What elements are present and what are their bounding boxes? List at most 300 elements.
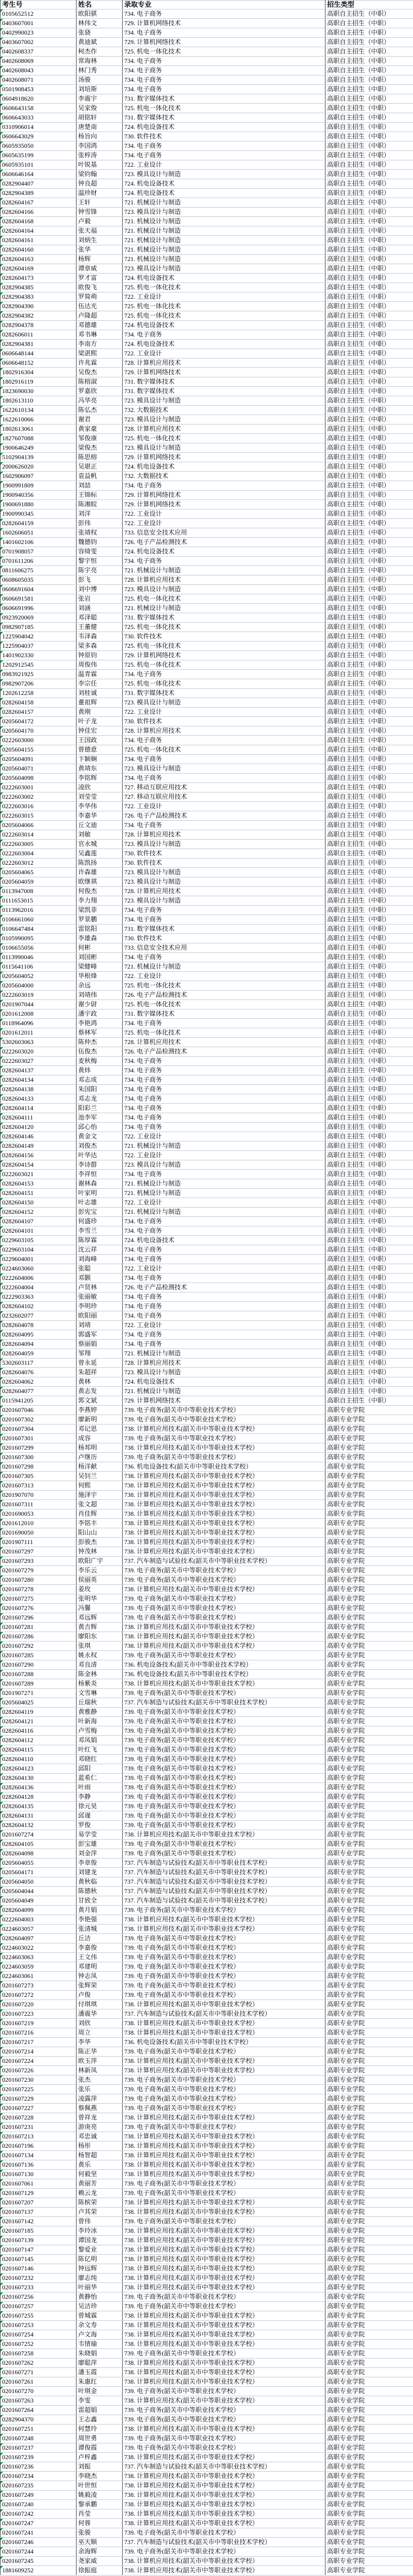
admission-type-cell[interactable]: 高职专业学院 (325, 2500, 413, 2509)
admission-type-cell[interactable]: 高职自主招生（中职） (325, 698, 413, 708)
admitted-major-cell[interactable]: 738. 计算机应用技术(韶关市中等职业技术学校） (123, 2151, 325, 2160)
admission-type-cell[interactable]: 高职自主招生（中职） (325, 1245, 413, 1255)
candidate-number-cell[interactable] (1, 302, 77, 311)
admission-type-cell[interactable]: 高职自主招生（中职） (325, 189, 413, 198)
student-name-cell[interactable]: 邓凤娟 (77, 1736, 123, 1745)
admitted-major-cell[interactable]: 736. 机电设备技术(韶关市中等职业技术学校） (123, 1462, 325, 1472)
candidate-number-cell[interactable] (1, 755, 77, 764)
admitted-major-cell[interactable]: 738. 计算机应用技术(韶关市中等职业技术学校） (123, 2255, 325, 2264)
admission-type-cell[interactable]: 高职自主招生（中职） (325, 726, 413, 736)
admission-type-cell[interactable]: 高职自主招生（中职） (325, 1189, 413, 1198)
candidate-number-cell[interactable] (1, 2085, 77, 2094)
admitted-major-cell[interactable]: 739. 电子商务(韶关市中等职业技术学校） (123, 2189, 325, 2198)
admission-type-cell[interactable]: 高职自主招生（中职） (325, 670, 413, 679)
admission-type-cell[interactable]: 高职专业学院 (325, 1802, 413, 1811)
candidate-number-cell[interactable] (1, 642, 77, 651)
admission-type-cell[interactable]: 高职专业学院 (325, 1840, 413, 1849)
student-name-cell[interactable]: 朱惠红 (77, 2377, 123, 2387)
admitted-major-cell[interactable]: 734. 电子商务 (123, 557, 325, 566)
candidate-number-cell[interactable] (1, 28, 77, 38)
admitted-major-cell[interactable]: 731. 数字媒体技术 (123, 925, 325, 934)
admitted-major-cell[interactable]: 739. 电子商务(韶关市中等职业技术学校） (123, 1802, 325, 1811)
candidate-number-cell[interactable] (1, 2236, 77, 2245)
student-name-cell[interactable]: 刘金萍 (77, 1849, 123, 1858)
admitted-major-cell[interactable]: 734. 电子商务 (123, 1311, 325, 1321)
admitted-major-cell[interactable]: 738. 计算机应用技术(韶关市中等职业技术学校） (123, 1830, 325, 1840)
student-name-cell[interactable]: 李华伟 (77, 802, 123, 811)
admitted-major-cell[interactable]: 725. 机电一体化技术 (123, 679, 325, 689)
admitted-major-cell[interactable]: 721. 机械设计与制造 (123, 1179, 325, 1189)
student-name-cell[interactable]: 邓记思 (77, 1425, 123, 1434)
student-name-cell[interactable]: 潘震华 (77, 2009, 123, 2019)
admitted-major-cell[interactable]: 737. 汽车制造与试验技术(韶关市中等职业技术学校） (123, 2009, 325, 2019)
admission-type-cell[interactable]: 高职专业学院 (325, 1623, 413, 1632)
admission-type-cell[interactable]: 高职自主招生（中职） (325, 340, 413, 349)
candidate-number-cell[interactable] (1, 896, 77, 906)
candidate-number-cell[interactable] (1, 1142, 77, 1151)
admitted-major-cell[interactable]: 731. 数字媒体技术 (123, 689, 325, 698)
admitted-major-cell[interactable]: 738. 计算机应用技术(韶关市中等职业技术学校） (123, 2264, 325, 2274)
student-name-cell[interactable]: 吴钊兰 (77, 1472, 123, 1481)
admission-type-cell[interactable]: 高职自主招生（中职） (325, 1123, 413, 1132)
student-name-cell[interactable]: 沈云祥 (77, 1245, 123, 1255)
admitted-major-cell[interactable]: 738. 计算机应用技术(韶关市中等职业技术学校） (123, 2472, 325, 2481)
candidate-number-cell[interactable] (1, 2538, 77, 2547)
admission-type-cell[interactable]: 高职自主招生（中职） (325, 47, 413, 57)
admitted-major-cell[interactable]: 723. 模具设计与制造 (123, 170, 325, 179)
candidate-number-cell[interactable] (1, 1528, 77, 1538)
admitted-major-cell[interactable]: 738. 计算机应用技术(韶关市中等职业技术学校） (123, 1632, 325, 1642)
candidate-number-cell[interactable] (1, 566, 77, 575)
admission-type-cell[interactable]: 高职专业学院 (325, 2151, 413, 2160)
admitted-major-cell[interactable]: 729. 计算机网络技术 (123, 368, 325, 377)
student-name-cell[interactable]: 刘建龙 (77, 1868, 123, 1877)
candidate-number-cell[interactable] (1, 887, 77, 896)
student-name-cell[interactable]: 梁凯菲 (77, 906, 123, 915)
admission-type-cell[interactable]: 高职专业学院 (325, 1764, 413, 1774)
candidate-number-cell[interactable] (1, 1274, 77, 1283)
candidate-number-cell[interactable] (1, 2330, 77, 2340)
admitted-major-cell[interactable]: 738. 计算机应用技术(韶关市中等职业技术学校） (123, 2491, 325, 2500)
admission-type-cell[interactable]: 高职自主招生（中职） (325, 19, 413, 28)
candidate-number-cell[interactable] (1, 736, 77, 745)
admitted-major-cell[interactable]: 738. 计算机应用技术(韶关市中等职业技术学校） (123, 1915, 325, 1925)
admitted-major-cell[interactable]: 739. 电子商务(韶关市中等职业技术学校） (123, 1811, 325, 1821)
admitted-major-cell[interactable]: 721. 机械设计与制造 (123, 255, 325, 264)
admission-type-cell[interactable]: 高职专业学院 (325, 1868, 413, 1877)
admission-type-cell[interactable]: 高职专业学院 (325, 1491, 413, 1500)
admitted-major-cell[interactable]: 723. 模具设计与制造 (123, 877, 325, 887)
admission-type-cell[interactable]: 高职专业学院 (325, 1660, 413, 1670)
candidate-number-cell[interactable] (1, 1877, 77, 1887)
admission-type-cell[interactable]: 高职专业学院 (325, 2142, 413, 2151)
student-name-cell[interactable]: 邓远辉 (77, 1613, 123, 1623)
admitted-major-cell[interactable]: 738. 计算机应用技术(韶关市中等职业技术学校） (123, 2509, 325, 2519)
admitted-major-cell[interactable]: 738. 计算机应用技术(韶关市中等职业技术学校） (123, 2057, 325, 2066)
admission-type-cell[interactable]: 高职自主招生（中职） (325, 1113, 413, 1123)
student-name-cell[interactable]: 刘振 (77, 2462, 123, 2472)
admitted-major-cell[interactable]: 739. 电子商务(韶关市中等职业技术学校） (123, 1991, 325, 2000)
admission-type-cell[interactable]: 高职自主招生（中职） (325, 9, 413, 19)
student-name-cell[interactable]: 张华 (77, 245, 123, 255)
candidate-number-cell[interactable] (1, 1575, 77, 1585)
candidate-number-cell[interactable] (1, 1953, 77, 1962)
admitted-major-cell[interactable]: 734. 电子商务 (123, 1170, 325, 1179)
admitted-major-cell[interactable]: 738. 计算机应用技术(韶关市中等职业技术学校） (123, 2377, 325, 2387)
student-name-cell[interactable]: 黄靖东 (77, 764, 123, 774)
admission-type-cell[interactable]: 高职专业学院 (325, 2170, 413, 2179)
candidate-number-cell[interactable] (1, 934, 77, 943)
student-name-cell[interactable]: 常海林 (77, 57, 123, 66)
student-name-cell[interactable]: 李艳强 (77, 1915, 123, 1925)
admitted-major-cell[interactable]: 734. 电子商务 (123, 85, 325, 94)
admission-type-cell[interactable]: 高职专业学院 (325, 2094, 413, 2104)
student-name-cell[interactable]: 邹俊康 (77, 434, 123, 443)
admission-type-cell[interactable]: 高职自主招生（中职） (325, 1047, 413, 1057)
student-name-cell[interactable]: 邓志成 (77, 1075, 123, 1085)
student-name-cell[interactable]: 钟佳宏 (77, 726, 123, 736)
candidate-number-cell[interactable] (1, 1330, 77, 1340)
candidate-number-cell[interactable] (1, 1396, 77, 1406)
candidate-number-cell[interactable] (1, 792, 77, 802)
student-name-cell[interactable]: 卢雪梅 (77, 1726, 123, 1736)
student-name-cell[interactable]: 周立 (77, 2028, 123, 2038)
admitted-major-cell[interactable]: 739. 电子商务(韶关市中等职业技术学校） (123, 1953, 325, 1962)
candidate-number-cell[interactable] (1, 594, 77, 604)
admission-type-cell[interactable]: 高职自主招生（中职） (325, 1160, 413, 1170)
admitted-major-cell[interactable]: 723. 模具设计与制造 (123, 698, 325, 708)
admitted-major-cell[interactable]: 728. 计算机应用技术 (123, 425, 325, 434)
admitted-major-cell[interactable]: 730. 软件技术 (123, 858, 325, 868)
admitted-major-cell[interactable]: 734. 电子商务 (123, 142, 325, 151)
candidate-number-cell[interactable] (1, 2406, 77, 2415)
student-name-cell[interactable]: 杨紫炎 (77, 1679, 123, 1689)
admitted-major-cell[interactable]: 721. 机械设计与制造 (123, 217, 325, 226)
admitted-major-cell[interactable]: 725. 机电一体化技术 (123, 311, 325, 321)
candidate-number-cell[interactable] (1, 1340, 77, 1349)
admission-type-cell[interactable]: 高职自主招生（中职） (325, 1349, 413, 1358)
admitted-major-cell[interactable]: 737. 汽车制造与试验技术(韶关市中等职业技术学校） (123, 1896, 325, 1906)
admitted-major-cell[interactable]: 739. 电子商务(韶关市中等职业技术学校） (123, 2443, 325, 2453)
candidate-number-cell[interactable] (1, 217, 77, 226)
admitted-major-cell[interactable]: 738. 计算机应用技术(韶关市中等职业技术学校） (123, 2226, 325, 2236)
student-name-cell[interactable]: 曾永延 (77, 1358, 123, 1368)
student-name-cell[interactable]: 阳山山 (77, 1528, 123, 1538)
student-name-cell[interactable]: 蔡林军 (77, 1028, 123, 1038)
admitted-major-cell[interactable]: 739. 电子商务(韶关市中等职业技术学校） (123, 1566, 325, 1575)
student-name-cell[interactable]: 王董健 (77, 623, 123, 632)
admitted-major-cell[interactable]: 723. 模具设计与制造 (123, 764, 325, 774)
admitted-major-cell[interactable]: 734. 电子商务 (123, 1066, 325, 1075)
candidate-number-cell[interactable] (1, 2500, 77, 2509)
admission-type-cell[interactable]: 高职专业学院 (325, 2019, 413, 2028)
student-name-cell[interactable]: 汤骏 (77, 75, 123, 85)
admission-type-cell[interactable]: 高职自主招生（中职） (325, 57, 413, 66)
admitted-major-cell[interactable]: 734. 电子商务 (123, 1217, 325, 1226)
student-name-cell[interactable]: 余远 (77, 981, 123, 991)
admitted-major-cell[interactable]: 729. 计算机网络技术 (123, 453, 325, 462)
candidate-number-cell[interactable] (1, 425, 77, 434)
candidate-number-cell[interactable] (1, 764, 77, 774)
candidate-number-cell[interactable] (1, 66, 77, 75)
admitted-major-cell[interactable]: 739. 电子商务(韶关市中等职业技术学校） (123, 2292, 325, 2302)
col-header-candidate-no[interactable]: 考生号 (1, 1, 77, 9)
admission-type-cell[interactable]: 高职自主招生（中职） (325, 330, 413, 340)
admission-type-cell[interactable]: 高职自主招生（中职） (325, 274, 413, 283)
admitted-major-cell[interactable]: 723. 模具设计与制造 (123, 868, 325, 877)
admitted-major-cell[interactable]: 739. 电子商务(韶关市中等职业技术学校） (123, 1755, 325, 1764)
admission-type-cell[interactable]: 高职专业学院 (325, 2311, 413, 2321)
student-name-cell[interactable]: 邓晓红 (77, 1755, 123, 1764)
candidate-number-cell[interactable] (1, 1085, 77, 1094)
admitted-major-cell[interactable]: 739. 电子商务(韶关市中等职业技术学校） (123, 1651, 325, 1660)
admitted-major-cell[interactable]: 738. 计算机应用技术(韶关市中等职业技术学校） (123, 2481, 325, 2491)
candidate-number-cell[interactable] (1, 1943, 77, 1953)
student-name-cell[interactable]: 何毅坚 (77, 2170, 123, 2179)
candidate-number-cell[interactable] (1, 1170, 77, 1179)
admitted-major-cell[interactable]: 734. 电子商务 (123, 906, 325, 915)
candidate-number-cell[interactable] (1, 840, 77, 849)
admitted-major-cell[interactable]: 739. 电子商务(韶关市中等职业技术学校） (123, 2075, 325, 2085)
admitted-major-cell[interactable]: 734. 电子商务 (123, 1274, 325, 1283)
candidate-number-cell[interactable] (1, 632, 77, 642)
candidate-number-cell[interactable] (1, 1783, 77, 1792)
candidate-number-cell[interactable] (1, 2179, 77, 2189)
candidate-number-cell[interactable] (1, 132, 77, 142)
candidate-number-cell[interactable] (1, 528, 77, 538)
candidate-number-cell[interactable] (1, 142, 77, 151)
student-name-cell[interactable]: 丘洁 (77, 1934, 123, 1943)
candidate-number-cell[interactable] (1, 1613, 77, 1623)
admitted-major-cell[interactable]: 725. 机电一体化技术 (123, 623, 325, 632)
admission-type-cell[interactable]: 高职专业学院 (325, 1755, 413, 1764)
admitted-major-cell[interactable]: 737. 汽车制造与试验技术(韶关市中等职业技术学校） (123, 1557, 325, 1566)
admitted-major-cell[interactable]: 737. 汽车制造与试验技术(韶关市中等职业技术学校） (123, 1698, 325, 1708)
candidate-number-cell[interactable] (1, 2142, 77, 2151)
candidate-number-cell[interactable] (1, 1830, 77, 1840)
candidate-number-cell[interactable] (1, 1472, 77, 1481)
candidate-number-cell[interactable] (1, 1132, 77, 1142)
student-name-cell[interactable]: 游庚亮 (77, 2123, 123, 2132)
admitted-major-cell[interactable]: 738. 计算机应用技术(韶关市中等职业技术学校） (123, 1642, 325, 1651)
candidate-number-cell[interactable] (1, 1491, 77, 1500)
student-name-cell[interactable]: 潘宇政 (77, 1009, 123, 1019)
admission-type-cell[interactable]: 高职自主招生（中职） (325, 792, 413, 802)
admitted-major-cell[interactable]: 725. 机电一体化技术 (123, 104, 325, 113)
candidate-number-cell[interactable] (1, 2245, 77, 2255)
admission-type-cell[interactable]: 高职专业学院 (325, 2255, 413, 2264)
admitted-major-cell[interactable]: 723. 模具设计与制造 (123, 443, 325, 453)
candidate-number-cell[interactable] (1, 1028, 77, 1038)
student-name-cell[interactable]: 黄迪斌 (77, 38, 123, 47)
student-name-cell[interactable]: 张骏 (77, 2528, 123, 2538)
admitted-major-cell[interactable]: 739. 电子商务(韶关市中等职业技术学校） (123, 2387, 325, 2396)
candidate-number-cell[interactable] (1, 1104, 77, 1113)
admitted-major-cell[interactable]: 738. 计算机应用技术(韶关市中等职业技术学校） (123, 2198, 325, 2208)
student-name-cell[interactable]: 黄志发 (77, 1387, 123, 1396)
admission-type-cell[interactable]: 高职专业学院 (325, 2406, 413, 2415)
admission-type-cell[interactable]: 高职自主招生（中职） (325, 1292, 413, 1302)
student-name-cell[interactable]: 张聪 (77, 1264, 123, 1274)
admitted-major-cell[interactable]: 738. 计算机应用技术(韶关市中等职业技术学校） (123, 2019, 325, 2028)
admission-type-cell[interactable]: 高职自主招生（中职） (325, 1057, 413, 1066)
admission-type-cell[interactable]: 高职自主招生（中职） (325, 264, 413, 274)
admitted-major-cell[interactable]: 725. 机电一体化技术 (123, 660, 325, 670)
candidate-number-cell[interactable] (1, 321, 77, 330)
student-name-cell[interactable]: 朱国阳 (77, 1085, 123, 1094)
candidate-number-cell[interactable] (1, 1255, 77, 1264)
admission-type-cell[interactable]: 高职自主招生（中职） (325, 925, 413, 934)
admitted-major-cell[interactable]: 738. 计算机应用技术(韶关市中等职业技术学校） (123, 2142, 325, 2151)
student-name-cell[interactable]: 陈仲杰 (77, 1038, 123, 1047)
candidate-number-cell[interactable] (1, 434, 77, 443)
student-name-cell[interactable]: 刘国彬 (77, 953, 123, 962)
admission-type-cell[interactable]: 高职自主招生（中职） (325, 745, 413, 755)
student-name-cell[interactable]: 何俊杰 (77, 887, 123, 896)
admission-type-cell[interactable]: 高职自主招生（中职） (325, 255, 413, 264)
admission-type-cell[interactable]: 高职专业学院 (325, 1632, 413, 1642)
student-name-cell[interactable]: 曾祥龙 (77, 2113, 123, 2123)
admitted-major-cell[interactable]: 734. 电子商务 (123, 915, 325, 925)
candidate-number-cell[interactable] (1, 953, 77, 962)
admission-type-cell[interactable]: 高职自主招生（中职） (325, 94, 413, 104)
admission-type-cell[interactable]: 高职专业学院 (325, 1642, 413, 1651)
admitted-major-cell[interactable]: 723. 模具设计与制造 (123, 415, 325, 425)
admission-type-cell[interactable]: 高职自主招生（中职） (325, 226, 413, 236)
admitted-major-cell[interactable]: 738. 计算机应用技术(韶关市中等职业技术学校） (123, 1425, 325, 1434)
student-name-cell[interactable]: 刘靖 (77, 1321, 123, 1330)
student-name-cell[interactable]: 卢梓鑫 (77, 2453, 123, 2462)
admitted-major-cell[interactable]: 734. 电子商务 (123, 1019, 325, 1028)
candidate-number-cell[interactable] (1, 1623, 77, 1632)
admission-type-cell[interactable]: 高职自主招生（中职） (325, 651, 413, 660)
student-name-cell[interactable]: 李国鸿 (77, 142, 123, 151)
candidate-number-cell[interactable] (1, 189, 77, 198)
candidate-number-cell[interactable] (1, 698, 77, 708)
admission-type-cell[interactable]: 高职专业学院 (325, 2453, 413, 2462)
admission-type-cell[interactable]: 高职自主招生（中职） (325, 104, 413, 113)
admission-type-cell[interactable]: 高职专业学院 (325, 1792, 413, 1802)
admitted-major-cell[interactable]: 734. 电子商务 (123, 9, 325, 19)
admission-type-cell[interactable]: 高职自主招生（中职） (325, 160, 413, 170)
student-name-cell[interactable]: 罗俊 (77, 1821, 123, 1830)
admitted-major-cell[interactable]: 734. 电子商务 (123, 481, 325, 491)
candidate-number-cell[interactable] (1, 783, 77, 792)
admitted-major-cell[interactable]: 739. 电子商务(韶关市中等职业技术学校） (123, 1613, 325, 1623)
candidate-number-cell[interactable] (1, 1302, 77, 1311)
admitted-major-cell[interactable]: 730. 软件技术 (123, 132, 325, 142)
admitted-major-cell[interactable]: 730. 软件技术 (123, 717, 325, 726)
admitted-major-cell[interactable]: 734. 电子商务 (123, 66, 325, 75)
admitted-major-cell[interactable]: 738. 计算机应用技术(韶关市中等职业技术学校） (123, 1443, 325, 1453)
student-name-cell[interactable]: 杨彤 (77, 2142, 123, 2151)
candidate-number-cell[interactable] (1, 179, 77, 189)
candidate-number-cell[interactable] (1, 358, 77, 368)
student-name-cell[interactable]: 刘俊杰 (77, 1142, 123, 1151)
admitted-major-cell[interactable]: 721. 机械设计与制造 (123, 566, 325, 575)
candidate-number-cell[interactable] (1, 123, 77, 132)
candidate-number-cell[interactable] (1, 292, 77, 302)
student-name-cell[interactable]: 陈德秋 (77, 1887, 123, 1896)
candidate-number-cell[interactable] (1, 1217, 77, 1226)
candidate-number-cell[interactable] (1, 2292, 77, 2302)
admission-type-cell[interactable]: 高职专业学院 (325, 1651, 413, 1660)
admission-type-cell[interactable]: 高职专业学院 (325, 1670, 413, 1679)
student-name-cell[interactable]: 叶华达 (77, 1151, 123, 1160)
candidate-number-cell[interactable] (1, 396, 77, 406)
candidate-number-cell[interactable] (1, 1934, 77, 1943)
admitted-major-cell[interactable]: 739. 电子商务(韶关市中等职业技术学校） (123, 2179, 325, 2189)
student-name-cell[interactable]: 何熙 (77, 1481, 123, 1491)
candidate-number-cell[interactable] (1, 236, 77, 245)
student-name-cell[interactable]: 尧家威 (77, 2557, 123, 2566)
candidate-number-cell[interactable] (1, 472, 77, 481)
student-name-cell[interactable]: 何彬 (77, 943, 123, 953)
admitted-major-cell[interactable]: 739. 电子商务(韶关市中等职业技术学校） (123, 1934, 325, 1943)
candidate-number-cell[interactable] (1, 1981, 77, 1991)
student-name-cell[interactable]: 陈厚霖 (77, 1236, 123, 1245)
admitted-major-cell[interactable]: 723. 模具设计与制造 (123, 264, 325, 274)
admitted-major-cell[interactable]: 721. 机械设计与制造 (123, 245, 325, 255)
student-name-cell[interactable]: 刘洋 (77, 509, 123, 519)
admitted-major-cell[interactable]: 739. 电子商务(韶关市中等职业技术学校） (123, 1406, 325, 1415)
student-name-cell[interactable]: 付琪琪 (77, 2000, 123, 2009)
admitted-major-cell[interactable]: 738. 计算机应用技术(韶关市中等职业技术学校） (123, 1519, 325, 1528)
student-name-cell[interactable]: 张岩 (77, 594, 123, 604)
admitted-major-cell[interactable]: 733. 信息安全技术应用 (123, 943, 325, 953)
admitted-major-cell[interactable]: 739. 电子商务(韶关市中等职业技术学校） (123, 2123, 325, 2132)
candidate-number-cell[interactable] (1, 2283, 77, 2292)
admission-type-cell[interactable]: 高职专业学院 (325, 2198, 413, 2208)
admission-type-cell[interactable]: 高职专业学院 (325, 1472, 413, 1481)
student-name-cell[interactable]: 黄家豪 (77, 425, 123, 434)
student-name-cell[interactable]: 吴堪正 (77, 462, 123, 472)
candidate-number-cell[interactable] (1, 1311, 77, 1321)
candidate-number-cell[interactable] (1, 2104, 77, 2113)
student-name-cell[interactable]: 郭盛军 (77, 1330, 123, 1340)
candidate-number-cell[interactable] (1, 972, 77, 981)
student-name-cell[interactable]: 魏德钧 (77, 538, 123, 547)
candidate-number-cell[interactable] (1, 2321, 77, 2330)
student-name-cell[interactable]: 余海辉 (77, 2547, 123, 2557)
student-name-cell[interactable]: 卞颖娴 (77, 755, 123, 764)
candidate-number-cell[interactable] (1, 1689, 77, 1698)
admission-type-cell[interactable]: 高职专业学院 (325, 2415, 413, 2425)
student-name-cell[interactable]: 何盛珍 (77, 1217, 123, 1226)
candidate-number-cell[interactable] (1, 75, 77, 85)
admission-type-cell[interactable]: 高职自主招生（中职） (325, 1208, 413, 1217)
admission-type-cell[interactable]: 高职专业学院 (325, 2160, 413, 2170)
candidate-number-cell[interactable] (1, 38, 77, 47)
student-name-cell[interactable]: 文雪琳 (77, 1689, 123, 1698)
admission-type-cell[interactable]: 高职自主招生（中职） (325, 472, 413, 481)
student-name-cell[interactable]: 何慧玲 (77, 2425, 123, 2434)
admitted-major-cell[interactable]: 721. 机械设计与制造 (123, 1189, 325, 1198)
admission-type-cell[interactable]: 高职自主招生（中职） (325, 934, 413, 943)
student-name-cell[interactable]: 刘中博 (77, 585, 123, 594)
admission-type-cell[interactable]: 高职专业学院 (325, 2009, 413, 2019)
candidate-number-cell[interactable] (1, 1160, 77, 1170)
admitted-major-cell[interactable]: 734. 电子商务 (123, 670, 325, 679)
admitted-major-cell[interactable]: 724. 机电设备技术 (123, 274, 325, 283)
student-name-cell[interactable]: 伍达光 (77, 302, 123, 311)
admission-type-cell[interactable]: 高职自主招生（中职） (325, 75, 413, 85)
student-name-cell[interactable]: 邓建明 (77, 1962, 123, 1972)
admission-type-cell[interactable]: 高职专业学院 (325, 1434, 413, 1443)
admission-type-cell[interactable]: 高职自主招生（中职） (325, 1330, 413, 1340)
admitted-major-cell[interactable]: 739. 电子商务(韶关市中等职业技术学校） (123, 1792, 325, 1802)
candidate-number-cell[interactable] (1, 170, 77, 179)
